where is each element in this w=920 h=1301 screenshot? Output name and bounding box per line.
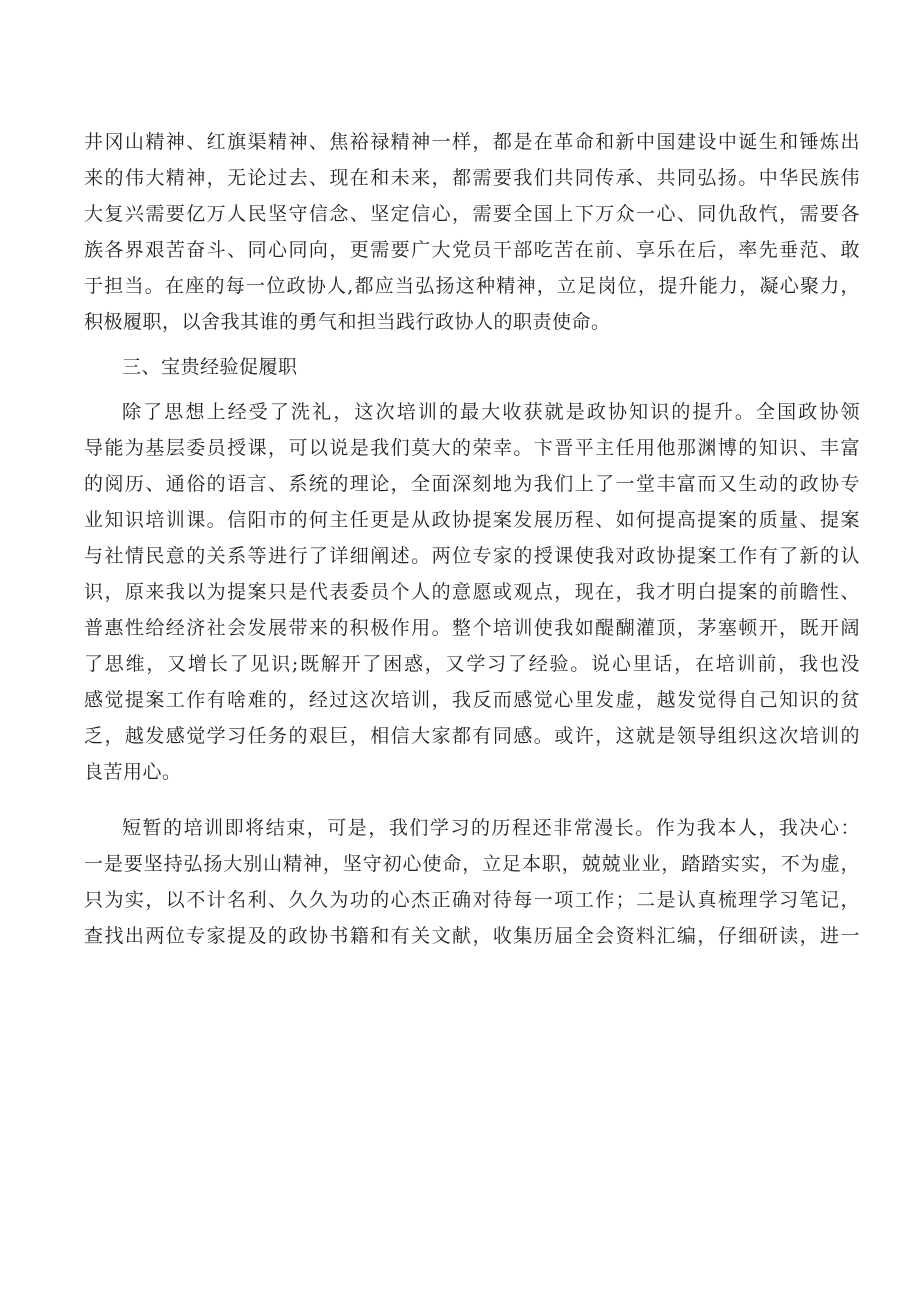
paragraph-2 [84,394,860,790]
paragraph-3 [84,810,860,954]
text-line: 只为实，以不计名利、久久为功的心杰正确对待每一项工作；二是认真梳理学习笔记， [84,889,860,911]
text-line: 良苦用心。 [84,761,182,783]
text-line: 井冈山精神、红旗渠精神、焦裕禄精神一样，都是在革命和新中国建设中诞生和锤炼出 [84,131,860,153]
text-line: 一是要坚持弘扬大别山精神，坚守初心使命，立足本职，兢兢业业，踏踏实实，不为虚， [84,853,860,875]
text-line: 查找出两位专家提及的政协书籍和有关文献，收集历届全会资料汇编，仔细研读，进一 [84,925,860,947]
text-line: 与社情民意的关系等进行了详细阐述。两位专家的授课使我对政协提案工作有了新的认 [84,545,860,567]
text-line: 于担当。在座的每一位政协人,都应当弘扬这种精神，立足岗位，提升能力，凝心聚力， [84,275,860,297]
text-line: 识，原来我以为提案只是代表委员个人的意愿或观点，现在，我才明白提案的前瞻性、 [84,581,860,603]
text-line: 族各界艰苦奋斗、同心同向，更需要广大党员干部吃苦在前、享乐在后，率先垂范、敢 [84,239,860,261]
text-line: 了思维，又增长了见识;既解开了困惑，又学习了经验。说心里话，在培训前，我也没 [84,653,860,675]
text-line: 除了思想上经受了洗礼，这次培训的最大收获就是政协知识的提升。全国政协领 [122,401,860,423]
text-line: 感觉提案工作有啥难的，经过这次培训，我反而感觉心里发虚，越发觉得自己知识的贫 [84,689,860,711]
text-line: 业知识培训课。信阳市的何主任更是从政协提案发展历程、如何提高提案的质量、提案 [84,509,860,531]
text-line: 乏，越发感觉学习任务的艰巨，相信大家都有同感。或许，这就是领导组织这次培训的 [84,725,860,747]
text-line: 大复兴需要亿万人民坚守信念、坚定信心，需要全国上下万众一心、同仇敌忾，需要各 [84,203,860,225]
text-line: 来的伟大精神，无论过去、现在和未来，都需要我们共同传承、共同弘扬。中华民族伟 [84,167,860,189]
text-line: 导能为基层委员授课，可以说是我们莫大的荣幸。卞晋平主任用他那渊博的知识、丰富 [84,437,860,459]
text-line: 普惠性给经济社会发展带来的积极作用。整个培训使我如醍醐灌顶，茅塞顿开，既开阔 [84,617,860,639]
text-line: 短暂的培训即将结束，可是，我们学习的历程还非常漫长。作为我本人，我决心： [122,817,860,839]
text-line: 的阅历、通俗的语言、系统的理论，全面深刻地为我们上了一堂丰富而又生动的政协专 [84,473,860,495]
paragraph-1 [84,124,860,340]
document-body [84,124,860,954]
text-line: 积极履职，以舍我其谁的勇气和担当践行政协人的职责使命。 [84,311,611,333]
section-heading: 三、宝贵经验促履职 [122,356,298,378]
